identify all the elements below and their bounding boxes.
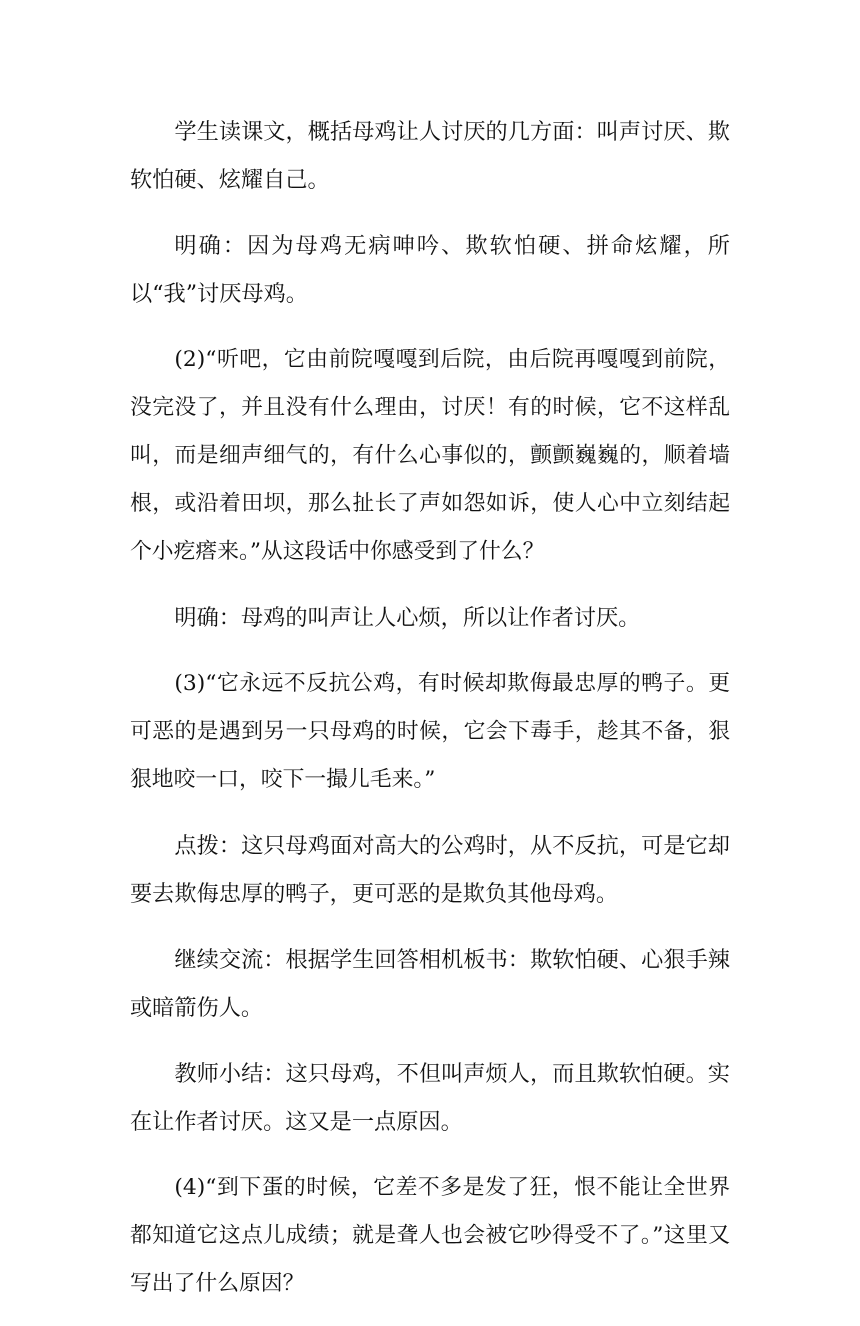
document-body <box>130 108 730 1326</box>
paragraph-question-2: (2)“听吧，它由前院嘎嘎到后院，由后院再嘎嘎到前院，没完没了，并且没有什么理由，讨厌！有的时候，它不这样乱叫，而是细声细气的，有什么心事似的，颤颤巍巍的，顺着墙根，或沿着田坝，那么扯长了声如怨如诉，使人心中立刻结起个小疙瘩来。”从这段话中你感受到了什么？ <box>130 347 730 564</box>
paragraph-question-3: (3)“它永远不反抗公鸡，有时候却欺侮最忠厚的鸭子。更可恶的是遇到另一只母鸡的时候，它会下毒手，趁其不备，狠狠地咬一口，咬下一撮儿毛来。” <box>130 671 730 792</box>
paragraph-teacher-summary: 教师小结：这只母鸡，不但叫声烦人，而且欺软怕硬。实在让作者讨厌。这又是一点原因。 <box>130 1061 730 1135</box>
paragraph-hint: 点拨：这只母鸡面对高大的公鸡时，从不反抗，可是它却要去欺侮忠厚的鸭子，更可恶的是欺负其他母鸡。 <box>130 833 730 907</box>
paragraph-question-4: (4)“到下蛋的时候，它差不多是发了狂，恨不能让全世界都知道它这点儿成绩；就是聋人也会被它吵得受不了。”这里又写出了什么原因？ <box>130 1175 730 1296</box>
paragraph-discussion: 继续交流：根据学生回答相机板书：欺软怕硬、心狠手辣或暗箭伤人。 <box>130 947 730 1021</box>
paragraph-clarify-2: 明确：母鸡的叫声让人心烦，所以让作者讨厌。 <box>174 605 641 631</box>
paragraph-summary: 学生读课文，概括母鸡让人讨厌的几方面：叫声讨厌、欺软怕硬、炫耀自己。 <box>130 119 730 193</box>
paragraph-clarify-1: 明确：因为母鸡无病呻吟、欺软怕硬、拼命炫耀，所以“我”讨厌母鸡。 <box>130 233 730 307</box>
